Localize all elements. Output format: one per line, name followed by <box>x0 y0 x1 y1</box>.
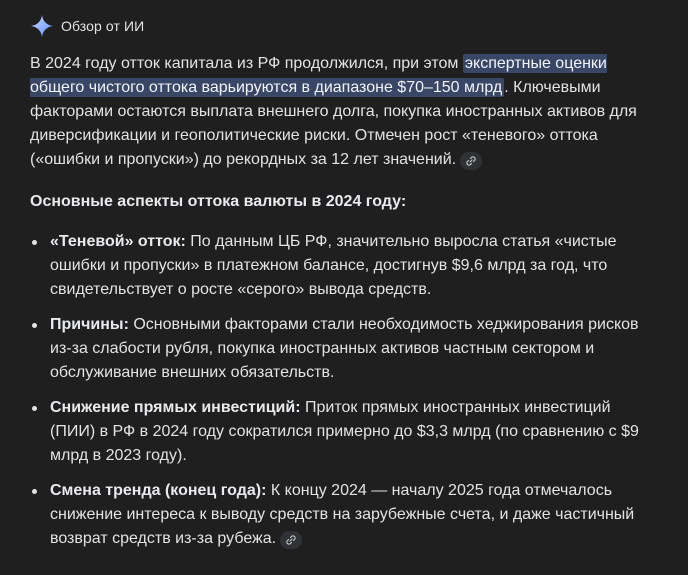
gemini-sparkle-icon <box>30 14 54 38</box>
aspects-list <box>30 230 645 551</box>
list-item <box>30 479 645 551</box>
intro-text-end: . Ключевыми факторами остаются выплата внешнего долга, покупка иностранных активов для диверсификации и геополитические риски. Отмечен рост «теневого» оттока («ошибки и пропуски») до рекордных за 12 лет значений. <box>30 79 637 168</box>
ai-overview-title: Обзор от ИИ <box>61 18 145 34</box>
source-link-button[interactable] <box>280 531 302 549</box>
bullet-dot <box>32 323 37 328</box>
aspect-text: К концу 2024 — началу 2025 года отмечалось снижение интереса к выводу средств на зарубежные счета, и даже частичный возврат средств из-за рубежа. <box>50 482 635 547</box>
aspect-term: «Теневой» отток: <box>50 233 186 250</box>
highlighted-estimate[interactable]: экспертные оценки общего чистого оттока варьируются в диапазоне $70–150 млрд <box>30 55 607 96</box>
intro-text-start: В 2024 году отток капитала из РФ продолжился, при этом <box>30 55 463 72</box>
aspect-text: Основными факторами стали необходимость хеджирования рисков из-за слабости рубля, покупка иностранных активов частным сектором и обслуживание внешних обязательств. <box>50 316 639 381</box>
intro-paragraph <box>30 52 645 172</box>
bullet-dot <box>32 489 37 494</box>
list-item <box>30 396 645 468</box>
aspect-text: По данным ЦБ РФ, значительно выросла статья «чистые ошибки и пропуски» в платежном балансе, достигнув $9,6 млрд за год, что свидетельствует о росте «серого» вывода средств. <box>50 233 617 298</box>
source-link-button[interactable] <box>460 152 482 170</box>
list-item <box>30 313 645 385</box>
bullet-dot <box>32 406 37 411</box>
bullet-dot <box>32 240 37 245</box>
aspect-term: Причины: <box>50 316 129 333</box>
aspect-term: Смена тренда (конец года): <box>50 482 267 499</box>
aspect-text: Приток прямых иностранных инвестиций (ПИИ) в РФ в 2024 году сократился примерно до $3,3 млрд (по сравнению с $9 млрд в 2023 году). <box>50 399 639 464</box>
ai-overview-header <box>30 12 144 40</box>
link-icon <box>285 534 297 546</box>
link-icon <box>465 155 477 167</box>
section-heading: Основные аспекты оттока валюты в 2024 году: <box>30 193 407 210</box>
ai-overview-content <box>30 52 645 562</box>
list-item <box>30 230 645 302</box>
aspect-term: Снижение прямых инвестиций: <box>50 399 301 416</box>
